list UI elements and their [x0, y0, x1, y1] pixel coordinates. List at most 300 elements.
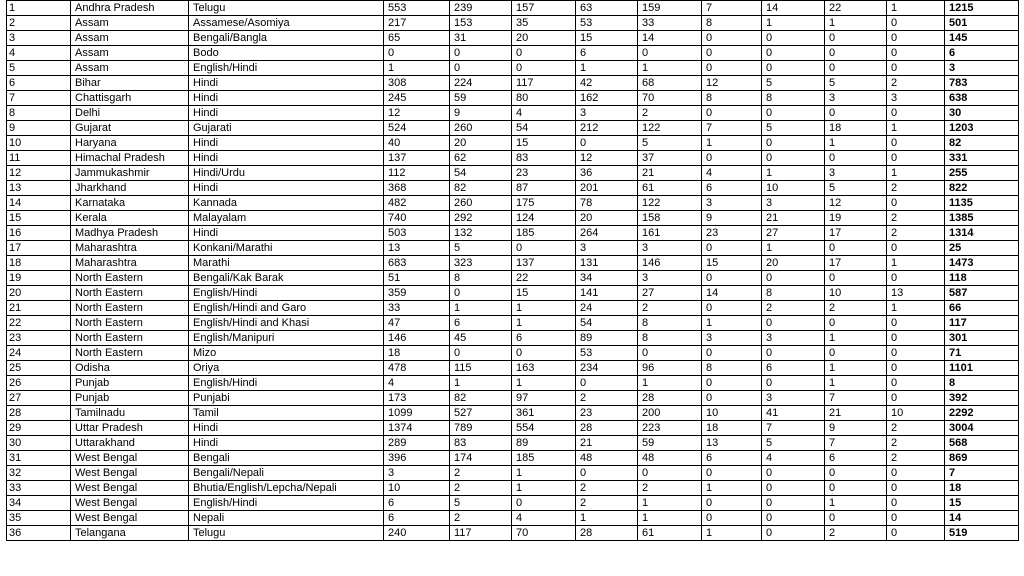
table-row [7, 106, 1019, 121]
total-cell: 82 [945, 136, 1019, 151]
value-cell-8: 19 [825, 211, 887, 226]
value-cell-9: 0 [887, 511, 945, 526]
value-cell-5: 37 [638, 151, 702, 166]
value-cell-4: 201 [576, 181, 638, 196]
value-cell-8: 1 [825, 376, 887, 391]
state-cell: Assam [71, 31, 189, 46]
state-cell: Chattisgarh [71, 91, 189, 106]
value-cell-4: 141 [576, 286, 638, 301]
value-cell-1: 478 [384, 361, 450, 376]
value-cell-4: 0 [576, 376, 638, 391]
language-cell: Bengali/Nepali [189, 466, 384, 481]
value-cell-6: 23 [702, 226, 762, 241]
table-row [7, 421, 1019, 436]
value-cell-4: 0 [576, 136, 638, 151]
language-cell: Tamil [189, 406, 384, 421]
value-cell-9: 0 [887, 46, 945, 61]
value-cell-6: 7 [702, 1, 762, 16]
value-cell-2: 153 [450, 16, 512, 31]
table-row [7, 91, 1019, 106]
language-cell: Mizo [189, 346, 384, 361]
serial-number-cell: 3 [7, 31, 71, 46]
state-cell: Maharashtra [71, 241, 189, 256]
table-row [7, 166, 1019, 181]
state-cell: Haryana [71, 136, 189, 151]
state-cell: Assam [71, 16, 189, 31]
value-cell-6: 0 [702, 301, 762, 316]
value-cell-8: 0 [825, 61, 887, 76]
value-cell-5: 68 [638, 76, 702, 91]
value-cell-1: 137 [384, 151, 450, 166]
value-cell-5: 161 [638, 226, 702, 241]
value-cell-1: 112 [384, 166, 450, 181]
serial-number-cell: 7 [7, 91, 71, 106]
total-cell: 117 [945, 316, 1019, 331]
value-cell-2: 6 [450, 316, 512, 331]
value-cell-2: 323 [450, 256, 512, 271]
table-row [7, 376, 1019, 391]
value-cell-7: 3 [762, 391, 825, 406]
value-cell-7: 8 [762, 91, 825, 106]
value-cell-6: 3 [702, 331, 762, 346]
table-row [7, 436, 1019, 451]
serial-number-cell: 5 [7, 61, 71, 76]
value-cell-1: 368 [384, 181, 450, 196]
state-cell: Assam [71, 61, 189, 76]
value-cell-3: 185 [512, 451, 576, 466]
value-cell-5: 0 [638, 466, 702, 481]
value-cell-9: 0 [887, 61, 945, 76]
value-cell-9: 0 [887, 106, 945, 121]
serial-number-cell: 29 [7, 421, 71, 436]
value-cell-7: 14 [762, 1, 825, 16]
value-cell-3: 20 [512, 31, 576, 46]
value-cell-8: 0 [825, 241, 887, 256]
value-cell-6: 0 [702, 46, 762, 61]
value-cell-2: 115 [450, 361, 512, 376]
total-cell: 25 [945, 241, 1019, 256]
value-cell-1: 1099 [384, 406, 450, 421]
value-cell-2: 82 [450, 181, 512, 196]
value-cell-5: 146 [638, 256, 702, 271]
language-cell: Bengali/Bangla [189, 31, 384, 46]
language-cell: English/Hindi [189, 376, 384, 391]
state-cell: Jharkhand [71, 181, 189, 196]
table-row [7, 121, 1019, 136]
language-cell: Malayalam [189, 211, 384, 226]
value-cell-5: 33 [638, 16, 702, 31]
value-cell-3: 0 [512, 496, 576, 511]
total-cell: 638 [945, 91, 1019, 106]
value-cell-9: 0 [887, 136, 945, 151]
serial-number-cell: 11 [7, 151, 71, 166]
value-cell-2: 62 [450, 151, 512, 166]
total-cell: 331 [945, 151, 1019, 166]
value-cell-7: 0 [762, 511, 825, 526]
value-cell-6: 1 [702, 136, 762, 151]
serial-number-cell: 16 [7, 226, 71, 241]
value-cell-9: 0 [887, 466, 945, 481]
table-row [7, 181, 1019, 196]
total-cell: 568 [945, 436, 1019, 451]
value-cell-8: 5 [825, 76, 887, 91]
value-cell-1: 18 [384, 346, 450, 361]
value-cell-1: 359 [384, 286, 450, 301]
value-cell-4: 63 [576, 1, 638, 16]
value-cell-6: 0 [702, 346, 762, 361]
value-cell-5: 159 [638, 1, 702, 16]
serial-number-cell: 17 [7, 241, 71, 256]
total-cell: 1215 [945, 1, 1019, 16]
serial-number-cell: 27 [7, 391, 71, 406]
total-cell: 145 [945, 31, 1019, 46]
table-row [7, 31, 1019, 46]
value-cell-3: 83 [512, 151, 576, 166]
value-cell-7: 0 [762, 136, 825, 151]
total-cell: 1385 [945, 211, 1019, 226]
value-cell-2: 20 [450, 136, 512, 151]
language-cell: Konkani/Marathi [189, 241, 384, 256]
value-cell-5: 27 [638, 286, 702, 301]
value-cell-2: 8 [450, 271, 512, 286]
value-cell-4: 36 [576, 166, 638, 181]
serial-number-cell: 20 [7, 286, 71, 301]
value-cell-7: 0 [762, 346, 825, 361]
value-cell-3: 70 [512, 526, 576, 541]
value-cell-9: 0 [887, 526, 945, 541]
state-cell: Kerala [71, 211, 189, 226]
value-cell-5: 8 [638, 331, 702, 346]
value-cell-3: 185 [512, 226, 576, 241]
value-cell-3: 175 [512, 196, 576, 211]
value-cell-5: 2 [638, 301, 702, 316]
serial-number-cell: 10 [7, 136, 71, 151]
value-cell-2: 59 [450, 91, 512, 106]
state-cell: Punjab [71, 376, 189, 391]
value-cell-7: 8 [762, 286, 825, 301]
value-cell-8: 7 [825, 391, 887, 406]
value-cell-6: 0 [702, 61, 762, 76]
table-row [7, 331, 1019, 346]
value-cell-1: 10 [384, 481, 450, 496]
value-cell-1: 146 [384, 331, 450, 346]
value-cell-4: 2 [576, 496, 638, 511]
total-cell: 822 [945, 181, 1019, 196]
value-cell-4: 3 [576, 241, 638, 256]
state-cell: Jammukashmir [71, 166, 189, 181]
value-cell-3: 6 [512, 331, 576, 346]
value-cell-7: 1 [762, 241, 825, 256]
serial-number-cell: 8 [7, 106, 71, 121]
value-cell-2: 0 [450, 61, 512, 76]
serial-number-cell: 22 [7, 316, 71, 331]
value-cell-6: 8 [702, 361, 762, 376]
value-cell-4: 6 [576, 46, 638, 61]
value-cell-1: 6 [384, 496, 450, 511]
value-cell-3: 1 [512, 481, 576, 496]
table-row [7, 286, 1019, 301]
value-cell-1: 4 [384, 376, 450, 391]
total-cell: 2292 [945, 406, 1019, 421]
language-cell: Punjabi [189, 391, 384, 406]
value-cell-5: 0 [638, 46, 702, 61]
language-cell: Hindi [189, 91, 384, 106]
serial-number-cell: 31 [7, 451, 71, 466]
serial-number-cell: 19 [7, 271, 71, 286]
value-cell-6: 0 [702, 151, 762, 166]
value-cell-4: 212 [576, 121, 638, 136]
table-row [7, 361, 1019, 376]
value-cell-5: 3 [638, 271, 702, 286]
value-cell-7: 10 [762, 181, 825, 196]
value-cell-7: 2 [762, 301, 825, 316]
value-cell-3: 117 [512, 76, 576, 91]
total-cell: 301 [945, 331, 1019, 346]
state-cell: Delhi [71, 106, 189, 121]
serial-number-cell: 4 [7, 46, 71, 61]
value-cell-1: 308 [384, 76, 450, 91]
value-cell-3: 554 [512, 421, 576, 436]
value-cell-4: 3 [576, 106, 638, 121]
total-cell: 519 [945, 526, 1019, 541]
value-cell-8: 17 [825, 256, 887, 271]
language-cell: Hindi [189, 106, 384, 121]
value-cell-7: 5 [762, 121, 825, 136]
value-cell-8: 7 [825, 436, 887, 451]
value-cell-1: 6 [384, 511, 450, 526]
value-cell-6: 9 [702, 211, 762, 226]
value-cell-4: 1 [576, 511, 638, 526]
value-cell-9: 2 [887, 451, 945, 466]
value-cell-7: 0 [762, 526, 825, 541]
value-cell-4: 1 [576, 61, 638, 76]
table-row [7, 76, 1019, 91]
serial-number-cell: 2 [7, 16, 71, 31]
value-cell-1: 51 [384, 271, 450, 286]
value-cell-3: 361 [512, 406, 576, 421]
table-row [7, 241, 1019, 256]
value-cell-1: 289 [384, 436, 450, 451]
value-cell-8: 17 [825, 226, 887, 241]
value-cell-1: 524 [384, 121, 450, 136]
value-cell-7: 20 [762, 256, 825, 271]
value-cell-2: 260 [450, 121, 512, 136]
value-cell-7: 0 [762, 106, 825, 121]
table-row [7, 391, 1019, 406]
serial-number-cell: 32 [7, 466, 71, 481]
value-cell-4: 48 [576, 451, 638, 466]
value-cell-8: 6 [825, 451, 887, 466]
total-cell: 14 [945, 511, 1019, 526]
value-cell-7: 0 [762, 376, 825, 391]
value-cell-2: 2 [450, 511, 512, 526]
table-row [7, 316, 1019, 331]
value-cell-6: 6 [702, 451, 762, 466]
value-cell-9: 2 [887, 76, 945, 91]
value-cell-7: 4 [762, 451, 825, 466]
value-cell-9: 0 [887, 331, 945, 346]
value-cell-1: 553 [384, 1, 450, 16]
value-cell-9: 2 [887, 181, 945, 196]
value-cell-9: 0 [887, 316, 945, 331]
language-cell: Bodo [189, 46, 384, 61]
value-cell-6: 0 [702, 466, 762, 481]
serial-number-cell: 24 [7, 346, 71, 361]
table-row [7, 481, 1019, 496]
value-cell-1: 0 [384, 46, 450, 61]
state-cell: Assam [71, 46, 189, 61]
value-cell-5: 61 [638, 181, 702, 196]
value-cell-5: 158 [638, 211, 702, 226]
value-cell-4: 12 [576, 151, 638, 166]
serial-number-cell: 30 [7, 436, 71, 451]
table-row [7, 226, 1019, 241]
value-cell-5: 1 [638, 61, 702, 76]
value-cell-3: 22 [512, 271, 576, 286]
value-cell-9: 0 [887, 151, 945, 166]
value-cell-6: 0 [702, 241, 762, 256]
value-cell-5: 1 [638, 511, 702, 526]
table-row [7, 511, 1019, 526]
value-cell-6: 12 [702, 76, 762, 91]
state-cell: North Eastern [71, 316, 189, 331]
value-cell-2: 0 [450, 46, 512, 61]
value-cell-8: 1 [825, 361, 887, 376]
value-cell-4: 162 [576, 91, 638, 106]
language-cell: Assamese/Asomiya [189, 16, 384, 31]
value-cell-6: 0 [702, 106, 762, 121]
value-cell-8: 2 [825, 301, 887, 316]
value-cell-8: 0 [825, 316, 887, 331]
language-cell: Hindi [189, 76, 384, 91]
language-cell: Hindi [189, 421, 384, 436]
language-cell: Telugu [189, 526, 384, 541]
state-cell: West Bengal [71, 511, 189, 526]
value-cell-7: 0 [762, 271, 825, 286]
language-cell: English/Hindi [189, 286, 384, 301]
total-cell: 3 [945, 61, 1019, 76]
value-cell-3: 0 [512, 61, 576, 76]
value-cell-6: 18 [702, 421, 762, 436]
value-cell-8: 0 [825, 46, 887, 61]
language-cell: Gujarati [189, 121, 384, 136]
value-cell-5: 61 [638, 526, 702, 541]
table-row [7, 46, 1019, 61]
table-row [7, 1, 1019, 16]
value-cell-2: 224 [450, 76, 512, 91]
value-cell-1: 1 [384, 61, 450, 76]
total-cell: 7 [945, 466, 1019, 481]
value-cell-2: 132 [450, 226, 512, 241]
state-cell: North Eastern [71, 331, 189, 346]
value-cell-2: 527 [450, 406, 512, 421]
value-cell-3: 0 [512, 46, 576, 61]
value-cell-3: 4 [512, 106, 576, 121]
value-cell-5: 2 [638, 481, 702, 496]
value-cell-8: 10 [825, 286, 887, 301]
value-cell-4: 78 [576, 196, 638, 211]
value-cell-5: 14 [638, 31, 702, 46]
value-cell-2: 0 [450, 346, 512, 361]
value-cell-9: 0 [887, 361, 945, 376]
value-cell-5: 28 [638, 391, 702, 406]
value-cell-6: 13 [702, 436, 762, 451]
value-cell-7: 27 [762, 226, 825, 241]
value-cell-9: 2 [887, 421, 945, 436]
serial-number-cell: 26 [7, 376, 71, 391]
value-cell-9: 13 [887, 286, 945, 301]
value-cell-6: 3 [702, 196, 762, 211]
value-cell-4: 234 [576, 361, 638, 376]
value-cell-2: 0 [450, 286, 512, 301]
language-cell: Hindi [189, 226, 384, 241]
value-cell-9: 1 [887, 121, 945, 136]
value-cell-8: 0 [825, 481, 887, 496]
value-cell-8: 5 [825, 181, 887, 196]
table-row [7, 271, 1019, 286]
state-cell: Madhya Pradesh [71, 226, 189, 241]
value-cell-2: 5 [450, 241, 512, 256]
value-cell-9: 10 [887, 406, 945, 421]
table-container [6, 0, 1019, 541]
value-cell-5: 2 [638, 106, 702, 121]
value-cell-3: 23 [512, 166, 576, 181]
value-cell-5: 122 [638, 121, 702, 136]
value-cell-9: 0 [887, 241, 945, 256]
value-cell-5: 21 [638, 166, 702, 181]
value-cell-5: 223 [638, 421, 702, 436]
value-cell-8: 0 [825, 31, 887, 46]
value-cell-3: 54 [512, 121, 576, 136]
state-cell: North Eastern [71, 286, 189, 301]
total-cell: 783 [945, 76, 1019, 91]
serial-number-cell: 25 [7, 361, 71, 376]
value-cell-1: 33 [384, 301, 450, 316]
language-cell: English/Hindi [189, 496, 384, 511]
value-cell-3: 15 [512, 136, 576, 151]
value-cell-4: 23 [576, 406, 638, 421]
value-cell-1: 12 [384, 106, 450, 121]
value-cell-8: 21 [825, 406, 887, 421]
value-cell-9: 0 [887, 31, 945, 46]
total-cell: 30 [945, 106, 1019, 121]
value-cell-6: 10 [702, 406, 762, 421]
state-cell: Bihar [71, 76, 189, 91]
value-cell-4: 53 [576, 346, 638, 361]
value-cell-3: 15 [512, 286, 576, 301]
value-cell-4: 28 [576, 526, 638, 541]
value-cell-8: 0 [825, 151, 887, 166]
value-cell-3: 80 [512, 91, 576, 106]
state-cell: Gujarat [71, 121, 189, 136]
value-cell-1: 482 [384, 196, 450, 211]
value-cell-9: 2 [887, 226, 945, 241]
state-cell: Himachal Pradesh [71, 151, 189, 166]
value-cell-9: 0 [887, 16, 945, 31]
total-cell: 255 [945, 166, 1019, 181]
serial-number-cell: 12 [7, 166, 71, 181]
state-cell: Telangana [71, 526, 189, 541]
total-cell: 392 [945, 391, 1019, 406]
value-cell-6: 0 [702, 376, 762, 391]
value-cell-5: 3 [638, 241, 702, 256]
value-cell-8: 0 [825, 466, 887, 481]
value-cell-4: 15 [576, 31, 638, 46]
value-cell-1: 40 [384, 136, 450, 151]
value-cell-3: 35 [512, 16, 576, 31]
value-cell-7: 1 [762, 166, 825, 181]
table-row [7, 151, 1019, 166]
